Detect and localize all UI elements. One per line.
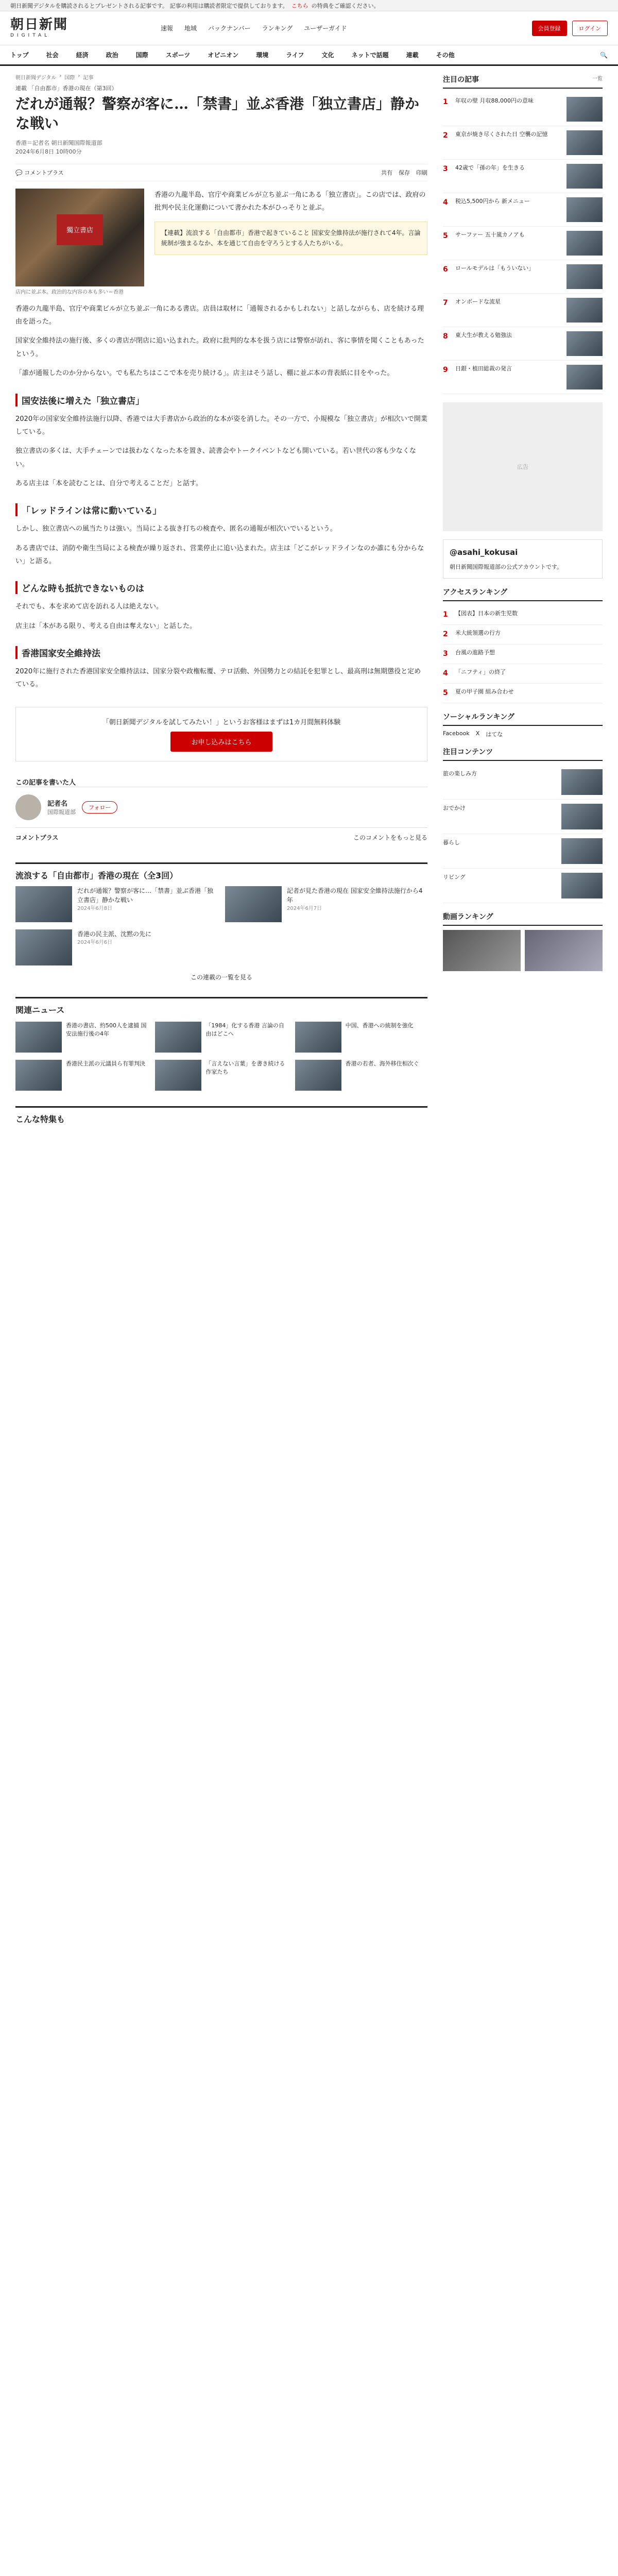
paragraph: 独立書店の多くは、大手チェーンでは扱わなくなった本を置き、読書会やトークイベントなども開いている。若い世代の客も少なくない。 bbox=[15, 447, 416, 468]
mast-nav-item[interactable]: ランキング bbox=[262, 25, 293, 32]
series-label[interactable]: 連載 「自由都市」香港の現在（第3回） bbox=[15, 85, 117, 92]
mast-nav-item[interactable]: バックナンバー bbox=[208, 25, 251, 32]
comment-plus-section bbox=[15, 827, 427, 847]
masthead bbox=[0, 11, 618, 45]
category-nav bbox=[0, 45, 618, 66]
ranking-box bbox=[443, 74, 603, 394]
access-item[interactable]: 2 米大統領選の行方 bbox=[443, 625, 603, 645]
paragraph: ある書店では、消防や衛生当局による検査が繰り返され、営業停止に追い込まれた。店主は「どこがレッドラインなのか誰にも分からない」と語る。 bbox=[15, 544, 424, 565]
paragraph: ある店主は「本を読むことは、自分で考えることだ」と話す。 bbox=[15, 479, 202, 487]
twitter-embed[interactable] bbox=[443, 539, 603, 579]
article-toolbar bbox=[15, 164, 427, 181]
cat-item[interactable]: その他 bbox=[436, 52, 455, 59]
related-item[interactable]: 「言えない言葉」を書き続ける作家たち bbox=[155, 1060, 287, 1091]
ad-slot[interactable]: 広告 bbox=[443, 402, 603, 531]
breadcrumb-item[interactable]: 国際 bbox=[64, 75, 75, 81]
site-logo[interactable]: 朝日新聞 DIGITAL bbox=[10, 17, 68, 38]
search-icon[interactable]: 🔍 bbox=[600, 51, 608, 59]
sidebar bbox=[443, 66, 603, 1125]
login-button[interactable]: ログイン bbox=[572, 21, 608, 36]
author-label: この記事を書いた人 bbox=[15, 778, 76, 787]
article-headline: だれが通報？警察が客に…「禁書」並ぶ香港「独立書店」静かな戦い bbox=[15, 95, 420, 132]
promo-tail: の特典をご確認ください。 bbox=[311, 2, 380, 9]
series-more-link[interactable]: この連載の一覧を見る bbox=[190, 973, 252, 981]
paragraph: それでも、本を求めて店を訪れる人は絶えない。 bbox=[15, 603, 163, 611]
cat-item[interactable]: 連載 bbox=[406, 52, 419, 59]
print-button[interactable]: 印刷 bbox=[416, 169, 427, 176]
paragraph: 国家安全維持法の施行後、多くの書店が閉店に追い込まれた。政府に批判的な本を扱う店には警察が訪れ、客に事情を聞くこともあったという。 bbox=[15, 337, 424, 358]
social-ranking: ソーシャルランキング Facebook X はてな bbox=[443, 711, 603, 738]
paragraph: しかし、独立書店への風当たりは強い。当局による抜き打ちの検査や、匿名の通報が相次いでいるという。 bbox=[15, 525, 337, 533]
follow-button[interactable]: フォロー bbox=[82, 801, 117, 814]
avatar[interactable] bbox=[15, 794, 41, 820]
lead-paragraph: 香港の九龍半島、官庁や商業ビルが立ち並ぶ一角にある「独立書店」。この店では、政府の批判や民主化運動について書かれた本がひっそりと並ぶ。 bbox=[154, 191, 426, 212]
author-name[interactable]: 記者名 bbox=[47, 800, 68, 808]
cat-item[interactable]: スポーツ bbox=[165, 52, 191, 59]
masthead-nav bbox=[161, 24, 347, 32]
paragraph: 「誰が通報したのか分からない。でも私たちはここで本を売り続ける」。店主はそう話し、棚に並ぶ本の背表紙に目をやった。 bbox=[15, 369, 394, 378]
author-box bbox=[15, 787, 427, 827]
twitter-handle[interactable]: @asahi_kokusai bbox=[450, 548, 518, 557]
share-button[interactable]: 共有 bbox=[381, 169, 392, 176]
cat-item[interactable]: オピニオン bbox=[208, 52, 239, 59]
paywall-text: 「朝日新聞デジタルを試してみたい！」というお客様はまずは1カ月間無料体験 bbox=[102, 718, 341, 726]
breadcrumb-item[interactable]: 朝日新聞デジタル bbox=[15, 75, 57, 81]
paragraph: 2020年に施行された香港国家安全維持法は、国家分裂や政権転覆、テロ活動、外国勢力との結託を犯罪とし、最高刑は無期懲役と定めている。 bbox=[15, 667, 421, 689]
ranking-item[interactable]: 6 ロールモデルは「もういない」 bbox=[443, 260, 603, 294]
save-button[interactable]: 保存 bbox=[399, 169, 410, 176]
paragraph: 香港の九龍半島、官庁や商業ビルが立ち並ぶ一角にある書店。店員は取材に「通報されるかもしれない」と話しながらも、店を続ける理由を語った。 bbox=[15, 304, 424, 326]
featured-item[interactable]: リビング bbox=[443, 869, 603, 903]
section-heading: 香港国家安全維持法 bbox=[15, 646, 427, 659]
promo-bar bbox=[0, 0, 618, 11]
promo-link[interactable]: こちら bbox=[291, 2, 308, 9]
cat-item[interactable]: 政治 bbox=[106, 52, 118, 59]
hatena-link[interactable]: はてな bbox=[486, 731, 503, 738]
photo-caption: 店内に並ぶ本。政治的な内容の本も多い＝香港 bbox=[15, 289, 124, 295]
thumbnail[interactable] bbox=[225, 886, 282, 922]
section-heading: 国安法後に増えた「独立書店」 bbox=[15, 394, 427, 406]
video-thumb[interactable] bbox=[443, 930, 521, 971]
related-title: 関連ニュース bbox=[15, 997, 427, 1015]
comment-plus-button[interactable]: 💬 コメントプラス bbox=[15, 169, 64, 176]
related-item[interactable]: 香港の書店、約500人を逮捕 国安法施行後の4年 bbox=[15, 1022, 148, 1053]
article-body bbox=[15, 302, 427, 691]
twitter-desc: 朝日新聞国際報道部の公式アカウントです。 bbox=[450, 564, 563, 570]
series-title[interactable]: 流浪する「自由都市」香港の現在（全3回） bbox=[15, 870, 178, 880]
cat-item[interactable]: 文化 bbox=[321, 52, 334, 59]
featured-item[interactable]: 暮らし bbox=[443, 834, 603, 869]
access-item[interactable]: 4 「ニフティ」の終了 bbox=[443, 664, 603, 684]
subscribe-button[interactable]: お申し込みはこちら bbox=[170, 732, 272, 752]
comment-more-link[interactable]: このコメントをもっと見る bbox=[353, 834, 427, 841]
shop-sign: 獨立書店 bbox=[57, 214, 103, 245]
breadcrumb: 朝日新聞デジタル › 国際 › 記事 bbox=[15, 73, 94, 81]
byline bbox=[15, 139, 427, 157]
access-ranking: アクセスランキング 1 【図表】日本の新生児数 2 米大統領選の行方 3 台風の進路予想 4 「ニフティ」の終了 5 夏の甲子園 組み合わせ bbox=[443, 587, 603, 703]
featured-item[interactable]: おでかけ bbox=[443, 800, 603, 834]
thumbnail[interactable] bbox=[15, 886, 72, 922]
paywall-box bbox=[15, 707, 427, 761]
cat-item[interactable]: 国際 bbox=[135, 52, 148, 59]
featured-item[interactable]: 旅の楽しみ方 bbox=[443, 765, 603, 800]
related-news bbox=[15, 997, 427, 1091]
author-desc: 国際報道部 bbox=[47, 809, 76, 816]
mast-nav-item[interactable]: 地域 bbox=[184, 25, 197, 32]
lead-image[interactable] bbox=[15, 189, 144, 286]
section-heading: どんな時も抵抗できないものは bbox=[15, 581, 427, 594]
ranking-item[interactable]: 2 東京が焼き尽くされた日 空襲の記憶 bbox=[443, 126, 603, 160]
author-line[interactable]: 香港＝記者名 朝日新聞国際報道部 bbox=[15, 139, 102, 146]
extra-features bbox=[15, 1106, 427, 1125]
facebook-link[interactable]: Facebook bbox=[443, 730, 470, 737]
series-item[interactable]: 記者が見た香港の現在 国家安全維持法施行から4年 2024年6月7日 bbox=[225, 886, 427, 922]
cat-item[interactable]: ネットで話題 bbox=[351, 52, 389, 59]
related-item[interactable]: 香港の若者、海外移住相次ぐ bbox=[295, 1060, 427, 1091]
ranking-more-link[interactable]: 一覧 bbox=[592, 76, 603, 82]
video-ranking: 動画ランキング bbox=[443, 911, 603, 971]
extra-title: こんな特集も bbox=[15, 1106, 427, 1125]
ranking-title: 注目の記事 bbox=[443, 76, 479, 84]
cat-item[interactable]: トップ bbox=[10, 52, 29, 59]
section-heading: 「レッドラインは常に動いている」 bbox=[15, 503, 427, 516]
signup-button[interactable]: 会員登録 bbox=[532, 21, 567, 36]
ranking-item[interactable]: 9 日銀・植田総裁の発言 bbox=[443, 361, 603, 394]
series-item[interactable]: だれが通報？警察が客に…「禁書」並ぶ香港「独立書店」静かな戦い 2024年6月8日 bbox=[15, 886, 218, 922]
related-item[interactable]: 中国、香港への統制を強化 bbox=[295, 1022, 427, 1053]
cat-item[interactable]: 経済 bbox=[76, 52, 89, 59]
series-item[interactable]: 香港の民主派、沈黙の先に 2024年6月6日 bbox=[15, 929, 218, 965]
access-item[interactable]: 3 台風の進路予想 bbox=[443, 645, 603, 664]
series-box bbox=[15, 862, 427, 981]
comment-plus-label: コメントプラス bbox=[15, 834, 59, 841]
thumbnail[interactable] bbox=[15, 929, 72, 965]
cat-item[interactable]: 社会 bbox=[46, 52, 59, 59]
publish-date: 2024年6月8日 10時00分 bbox=[15, 148, 82, 156]
featured-content: 注目コンテンツ 旅の楽しみ方 おでかけ 暮らし リビング bbox=[443, 747, 603, 903]
lead-photo[interactable] bbox=[15, 189, 144, 296]
access-item[interactable]: 1 【図表】日本の新生児数 bbox=[443, 605, 603, 625]
paragraph: 2020年の国家安全維持法施行以降、香港では大手書店から政治的な本が姿を消した。その一方で、小規模な「独立書店」が相次いで開業している。 bbox=[15, 415, 427, 436]
ranking-item[interactable]: 1 年収の壁 月収88,000円の意味 bbox=[443, 93, 603, 126]
video-thumb[interactable] bbox=[525, 930, 603, 971]
promo-text: 朝日新聞デジタルを購読されるとプレゼントされる記事です。 記事の利用は購読者限定で提供しております。 bbox=[10, 2, 288, 9]
ranking-item[interactable]: 7 オンボードな流星 bbox=[443, 294, 603, 327]
series-box-inline[interactable]: 【連載】流浪する「自由都市」香港で起きていること 国家安全維持法が施行されて4年。言論統制が強まるなか、本を通じて自由を守ろうとする人たちがいる。 bbox=[154, 222, 427, 255]
ranking-item[interactable]: 3 42歳で「孫の年」を生きる bbox=[443, 160, 603, 193]
related-item[interactable]: 香港民主派の元議員ら有罪判決 bbox=[15, 1060, 148, 1091]
mast-nav-item[interactable]: ユーザーガイド bbox=[304, 25, 347, 32]
cat-item[interactable]: ライフ bbox=[286, 52, 304, 59]
cat-item[interactable]: 環境 bbox=[256, 52, 269, 59]
x-link[interactable]: X bbox=[475, 730, 480, 737]
breadcrumb-item: 記事 bbox=[83, 75, 94, 81]
article-main bbox=[15, 66, 427, 1125]
ranking-item[interactable]: 8 東大生が教える勉強法 bbox=[443, 327, 603, 361]
related-item[interactable]: 「1984」化する香港 言論の自由はどこへ bbox=[155, 1022, 287, 1053]
mast-nav-item[interactable]: 速報 bbox=[161, 25, 174, 32]
ranking-item[interactable]: 5 サーファー 五十嵐カノアも bbox=[443, 227, 603, 260]
ranking-item[interactable]: 4 税込5,500円から 新メニュー bbox=[443, 193, 603, 227]
access-item[interactable]: 5 夏の甲子園 組み合わせ bbox=[443, 684, 603, 703]
paragraph: 店主は「本がある限り、考える自由は奪えない」と話した。 bbox=[15, 622, 197, 630]
